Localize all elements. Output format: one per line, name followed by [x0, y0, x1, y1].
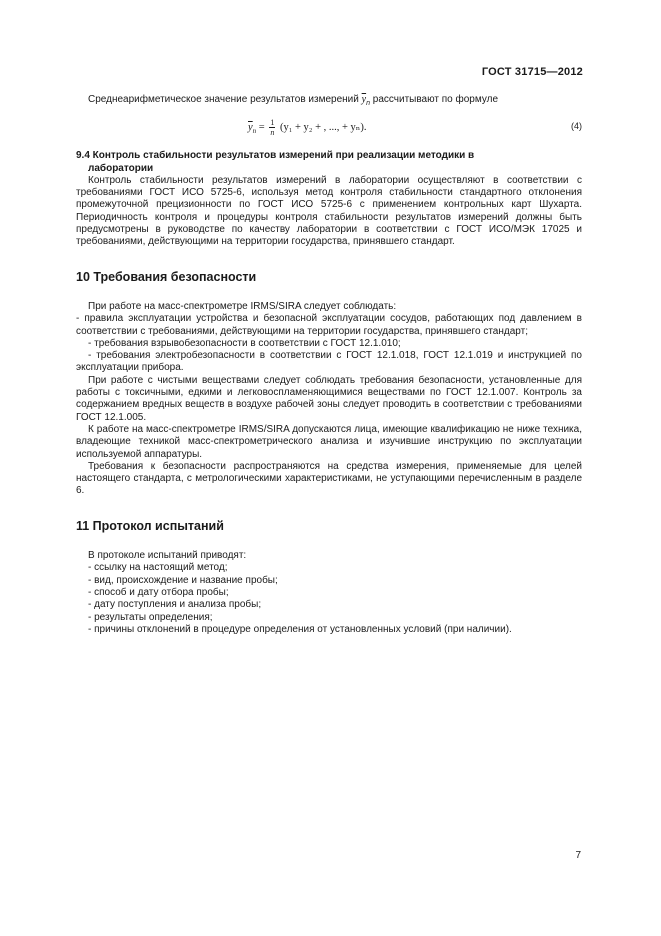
section-10-title: 10 Требования безопасности [76, 269, 257, 284]
section-10-para: - требования электробезопасности в соответствии с ГОСТ 12.1.018, ГОСТ 12.1.019 и инструкцией по эксплуатации прибора. [76, 350, 582, 374]
formula-intro [76, 94, 582, 110]
section-10-para: - правила эксплуатации устройства и безопасной эксплуатации сосудов, работающих под давлением в соответствии с требованиями, действующими на территории государства, принявшего стандарт; [76, 313, 582, 337]
formula-frac-den: n [270, 128, 275, 138]
section-9-4-title [76, 150, 582, 175]
section-10-para: К работе на масс-спектрометре IRMS/SIRA допускаются лица, имеющие квалификацию не ниже техника, владеющие техникой масс-спектрометрического анализа и изучившие инструкцию по эксплуатации используемой аппаратуры. [76, 423, 582, 460]
formula-frac-num: 1 [270, 118, 275, 128]
list-item: - вид, происхождение и название пробы; [88, 574, 278, 586]
page-body [76, 94, 582, 636]
section-10-para: Требования к безопасности распространяются на средства измерения, применяемые для целей настоящего стандарта, с метрологическими характеристиками, не уступающими перечисленным в разделе 6. [76, 460, 582, 497]
section-9-4-title-line2: лаборатории [88, 162, 154, 174]
mean-symbol: $\overline{y}$ [361, 94, 367, 105]
formula-lhs-sub: n [252, 127, 257, 136]
section-10-para: При работе с чистыми веществами следует соблюдать требования безопасности, установленные для работы с токсичными, едкими и легковоспламеняющимися веществами по ГОСТ 12.1.007. Контроль за содержанием вредных веществ в воздухе рабочей зоны следует проводить в соответствии с требованиями ГОСТ 12.1.005. [76, 374, 582, 423]
formula-lhs: $\overline{y}$ [248, 122, 253, 134]
list-item: - способ и дату отбора пробы; [88, 586, 229, 598]
section-10-para: При работе на масс-спектрометре IRMS/SIRA следует соблюдать: [88, 300, 397, 312]
formula-number: (4) [571, 121, 582, 132]
formula-expression [248, 118, 366, 137]
list-item: - дату поступления и анализа пробы; [88, 599, 262, 611]
formula-fraction [269, 118, 275, 137]
formula-intro-after: рассчитывают по формуле [372, 94, 499, 105]
list-item: - причины отклонений в процедуре определения от установленных условий (при наличии). [88, 623, 512, 635]
formula-eq: = [258, 122, 265, 134]
list-item: - результаты определения; [88, 611, 213, 623]
page-number: 7 [575, 850, 581, 861]
formula-4 [76, 118, 582, 140]
section-10-para: - требования взрывобезопасности в соответствии с ГОСТ 12.1.010; [88, 337, 401, 349]
section-9-4-text: Контроль стабильности результатов измерений в лаборатории осуществляют в соответствии с требованиями ГОСТ ИСО 5725-6, используя метод контроля стабильности стандартного отклонения промежуточной прецизионности по ГОСТ ИСО 5725-6 с применением контрольных карт Шухарта. Периодичность контроля и процедуры контроля стабильности результатов измерений должны быть предусмотрены в руководстве по качеству лаборатории в соответствии с ГОСТ ИСО/МЭК 17025 и требованиями, действующими на территории государства, принявшего стандарт. [76, 174, 582, 248]
formula-rhs: (y₁ + y₂ + , ..., + yₙ). [279, 122, 367, 134]
mean-symbol-sub: n [366, 100, 370, 107]
document-code: ГОСТ 31715—2012 [481, 66, 583, 78]
section-11-intro: В протоколе испытаний приводят: [88, 550, 247, 562]
formula-intro-before: Среднеарифметическое значение результатов измерений [88, 94, 359, 105]
section-11-title: 11 Протокол испытаний [76, 518, 224, 533]
list-item: - ссылку на настоящий метод; [88, 562, 228, 574]
section-9-4-title-line1: 9.4 Контроль стабильности результатов измерений при реализации методики в [76, 150, 475, 162]
